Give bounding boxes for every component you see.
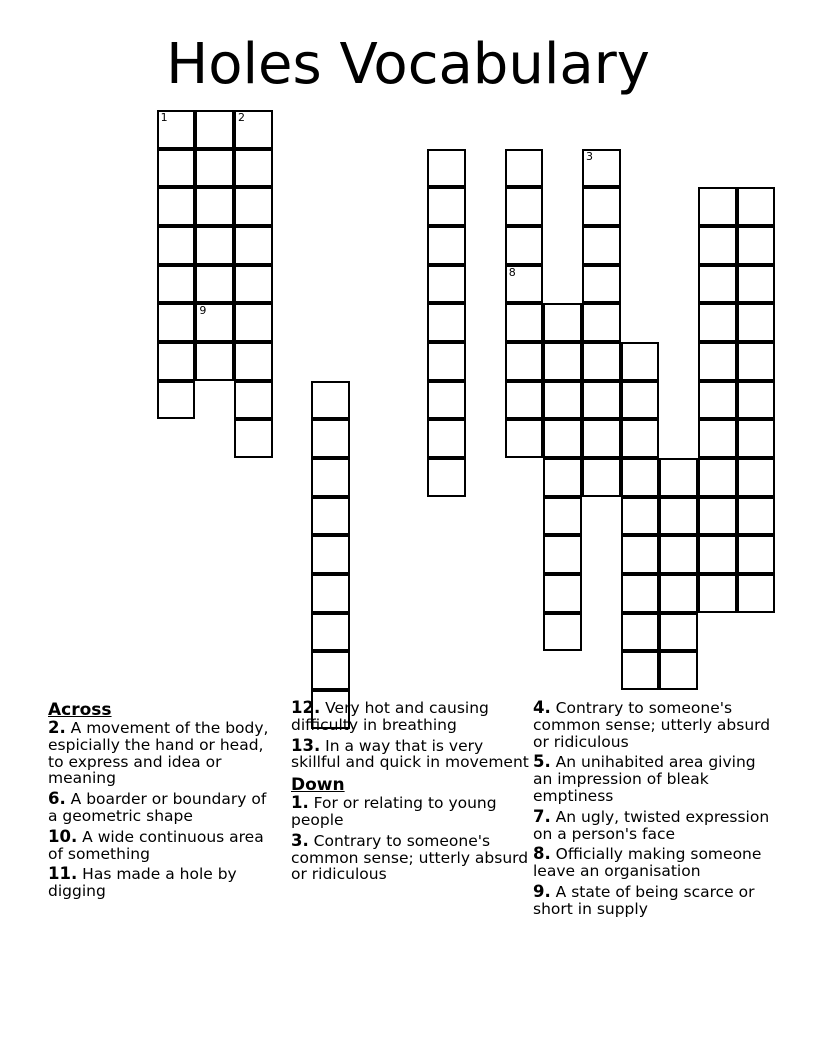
grid-cell[interactable] bbox=[698, 419, 737, 458]
clue-number: 9 bbox=[199, 304, 207, 318]
grid-cell[interactable] bbox=[621, 613, 660, 652]
grid-cell[interactable] bbox=[505, 419, 544, 458]
grid-cell[interactable] bbox=[698, 535, 737, 574]
page-title: Holes Vocabulary bbox=[166, 32, 650, 97]
grid-cell[interactable] bbox=[157, 265, 196, 304]
grid-cell[interactable] bbox=[659, 497, 698, 536]
grid-cell[interactable] bbox=[621, 651, 660, 690]
grid-cell[interactable] bbox=[234, 419, 273, 458]
grid-cell[interactable] bbox=[737, 303, 776, 342]
clue-item bbox=[533, 700, 773, 750]
grid-cell[interactable] bbox=[543, 574, 582, 613]
clue-item-text: A boarder or boundary of a geometric shape bbox=[48, 790, 267, 825]
grid-cell[interactable] bbox=[311, 574, 350, 613]
clue-number: 3 bbox=[586, 149, 594, 163]
grid-cell[interactable] bbox=[505, 303, 544, 342]
grid-cell[interactable] bbox=[621, 381, 660, 420]
grid-cell[interactable] bbox=[621, 497, 660, 536]
grid-cell[interactable] bbox=[427, 458, 466, 497]
grid-cell[interactable] bbox=[427, 187, 466, 226]
grid-cell[interactable] bbox=[659, 651, 698, 690]
clue-item bbox=[533, 881, 773, 918]
grid-cell[interactable] bbox=[234, 187, 273, 226]
grid-cell[interactable] bbox=[505, 187, 544, 226]
clue-number: 1 bbox=[160, 111, 168, 124]
grid-cell[interactable] bbox=[505, 226, 544, 265]
clue-item-text: A movement of the body, espicially the hand or head, to express and idea or meaning bbox=[48, 719, 269, 788]
clue-item-number: 10. bbox=[48, 826, 78, 846]
clue-item-number: 5. bbox=[533, 752, 551, 772]
grid-cell[interactable] bbox=[311, 458, 350, 497]
grid-cell[interactable] bbox=[427, 226, 466, 265]
clue-item bbox=[533, 806, 773, 843]
grid-cell[interactable] bbox=[737, 265, 776, 304]
clue-item bbox=[533, 846, 773, 880]
clue-item-text: A state of being scarce or short in supply bbox=[533, 882, 755, 918]
down-header: Down bbox=[291, 775, 345, 796]
clue-item-text: Officially making someone leave an organisation bbox=[533, 845, 762, 881]
grid-cell[interactable] bbox=[157, 226, 196, 265]
grid-cell[interactable] bbox=[234, 265, 273, 304]
grid-cell[interactable] bbox=[505, 381, 544, 420]
grid-cell[interactable] bbox=[698, 381, 737, 420]
grid-cell[interactable] bbox=[195, 303, 234, 342]
grid-cell[interactable] bbox=[543, 303, 582, 342]
grid-cell[interactable] bbox=[427, 265, 466, 304]
clue-column-3 bbox=[533, 700, 773, 922]
grid-cell[interactable] bbox=[427, 419, 466, 458]
grid-cell[interactable] bbox=[427, 342, 466, 381]
grid-cell[interactable] bbox=[157, 149, 196, 188]
grid-cell[interactable] bbox=[582, 226, 621, 265]
clue-item-text: A wide continuous area of something bbox=[48, 827, 264, 863]
clue-item-number: 4. bbox=[533, 698, 551, 717]
grid-cell[interactable] bbox=[157, 110, 196, 149]
grid-cell[interactable] bbox=[311, 497, 350, 536]
clue-number: 2 bbox=[238, 111, 245, 124]
grid-cell[interactable] bbox=[234, 149, 273, 188]
grid-cell[interactable] bbox=[543, 419, 582, 458]
clue-item-number: 13. bbox=[291, 735, 321, 755]
grid-cell[interactable] bbox=[698, 458, 737, 497]
clue-item-number: 11. bbox=[48, 864, 78, 884]
clue-item bbox=[48, 826, 278, 863]
grid-cell[interactable] bbox=[698, 574, 737, 613]
grid-cell[interactable] bbox=[505, 149, 544, 188]
grid-cell[interactable] bbox=[234, 303, 273, 342]
grid-cell[interactable] bbox=[582, 381, 621, 420]
clue-item-number: 12. bbox=[291, 698, 321, 717]
clue-item-number: 2. bbox=[48, 718, 66, 737]
grid-cell[interactable] bbox=[582, 303, 621, 342]
clue-item bbox=[291, 795, 531, 829]
clue-number: 8 bbox=[508, 265, 516, 279]
grid-cell[interactable] bbox=[737, 226, 776, 265]
clue-item-number: 3. bbox=[291, 830, 309, 850]
clue-item bbox=[533, 754, 773, 804]
clue-item-text: Has made a hole by digging bbox=[48, 865, 237, 901]
grid-cell[interactable] bbox=[311, 381, 350, 420]
grid-cell[interactable] bbox=[659, 613, 698, 652]
clue-item-number: 8. bbox=[533, 844, 551, 864]
grid-cell[interactable] bbox=[582, 419, 621, 458]
clue-item bbox=[291, 735, 531, 772]
grid-cell[interactable] bbox=[195, 149, 234, 188]
clue-item bbox=[48, 720, 278, 787]
grid-cell[interactable] bbox=[195, 110, 234, 149]
grid-cell[interactable] bbox=[698, 497, 737, 536]
clue-item-number: 9. bbox=[533, 881, 551, 901]
grid-cell[interactable] bbox=[195, 226, 234, 265]
grid-cell[interactable] bbox=[543, 535, 582, 574]
clue-item-text: An ugly, twisted expression on a person's face bbox=[533, 807, 770, 843]
grid-cell[interactable] bbox=[543, 381, 582, 420]
grid-cell[interactable] bbox=[234, 381, 273, 420]
clue-item-number: 1. bbox=[291, 793, 309, 813]
grid-cell[interactable] bbox=[659, 458, 698, 497]
clue-item-text: Contrary to someone's common sense; utterly absurd or ridiculous bbox=[533, 699, 771, 751]
grid-cell[interactable] bbox=[505, 342, 544, 381]
grid-cell[interactable] bbox=[234, 110, 273, 149]
grid-cell[interactable] bbox=[234, 226, 273, 265]
grid-cell[interactable] bbox=[621, 535, 660, 574]
grid-cell[interactable] bbox=[621, 342, 660, 381]
grid-cell[interactable] bbox=[621, 419, 660, 458]
grid-cell[interactable] bbox=[737, 419, 776, 458]
grid-cell[interactable] bbox=[195, 187, 234, 226]
grid-cell[interactable] bbox=[659, 535, 698, 574]
clue-item bbox=[291, 830, 531, 884]
grid-cell[interactable] bbox=[427, 303, 466, 342]
clue-item-text: An unihabited area giving an impression of bleak emptiness bbox=[533, 753, 756, 805]
grid-cell[interactable] bbox=[737, 574, 776, 613]
grid-cell[interactable] bbox=[737, 458, 776, 497]
grid-cell[interactable] bbox=[311, 535, 350, 574]
clue-item bbox=[48, 791, 278, 825]
clue-item-text: Contrary to someone's common sense; utterly absurd or ridiculous bbox=[291, 831, 529, 884]
grid-cell[interactable] bbox=[659, 574, 698, 613]
grid-cell[interactable] bbox=[543, 458, 582, 497]
grid-cell[interactable] bbox=[157, 303, 196, 342]
grid-cell[interactable] bbox=[582, 265, 621, 304]
grid-cell[interactable] bbox=[698, 265, 737, 304]
clue-item bbox=[48, 866, 278, 900]
grid-cell[interactable] bbox=[582, 187, 621, 226]
grid-cell[interactable] bbox=[543, 613, 582, 652]
across-header: Across bbox=[48, 700, 112, 720]
grid-cell[interactable] bbox=[427, 381, 466, 420]
grid-cell[interactable] bbox=[621, 574, 660, 613]
grid-cell[interactable] bbox=[737, 381, 776, 420]
grid-cell[interactable] bbox=[157, 187, 196, 226]
grid-cell[interactable] bbox=[311, 651, 350, 690]
grid-cell[interactable] bbox=[737, 342, 776, 381]
grid-cell[interactable] bbox=[698, 226, 737, 265]
grid-cell[interactable] bbox=[698, 303, 737, 342]
clue-column-1 bbox=[48, 700, 278, 904]
clue-item-text: In a way that is very skillful and quick in movement bbox=[291, 736, 529, 772]
grid-cell[interactable] bbox=[737, 187, 776, 226]
grid-cell[interactable] bbox=[195, 342, 234, 381]
grid-cell[interactable] bbox=[234, 342, 273, 381]
clue-column-2 bbox=[291, 700, 531, 887]
grid-cell[interactable] bbox=[505, 265, 544, 304]
clue-item bbox=[291, 700, 531, 734]
grid-cell[interactable] bbox=[582, 342, 621, 381]
clue-item-number: 6. bbox=[48, 789, 66, 809]
grid-cell[interactable] bbox=[543, 497, 582, 536]
grid-cell[interactable] bbox=[698, 342, 737, 381]
grid-cell[interactable] bbox=[737, 535, 776, 574]
grid-cell[interactable] bbox=[698, 187, 737, 226]
clue-item-text: Very hot and causing difficulty in breathing bbox=[291, 699, 489, 734]
clue-item-number: 7. bbox=[533, 806, 551, 826]
grid-cell[interactable] bbox=[737, 497, 776, 536]
grid-cell[interactable] bbox=[427, 149, 466, 188]
grid-cell[interactable] bbox=[157, 342, 196, 381]
grid-cell[interactable] bbox=[582, 149, 621, 188]
clue-item-text: For or relating to young people bbox=[291, 794, 497, 829]
grid-cell[interactable] bbox=[157, 381, 196, 420]
grid-cell[interactable] bbox=[195, 265, 234, 304]
grid-cell[interactable] bbox=[621, 458, 660, 497]
grid-cell[interactable] bbox=[311, 613, 350, 652]
grid-cell[interactable] bbox=[543, 342, 582, 381]
grid-cell[interactable] bbox=[582, 458, 621, 497]
grid-cell[interactable] bbox=[311, 419, 350, 458]
